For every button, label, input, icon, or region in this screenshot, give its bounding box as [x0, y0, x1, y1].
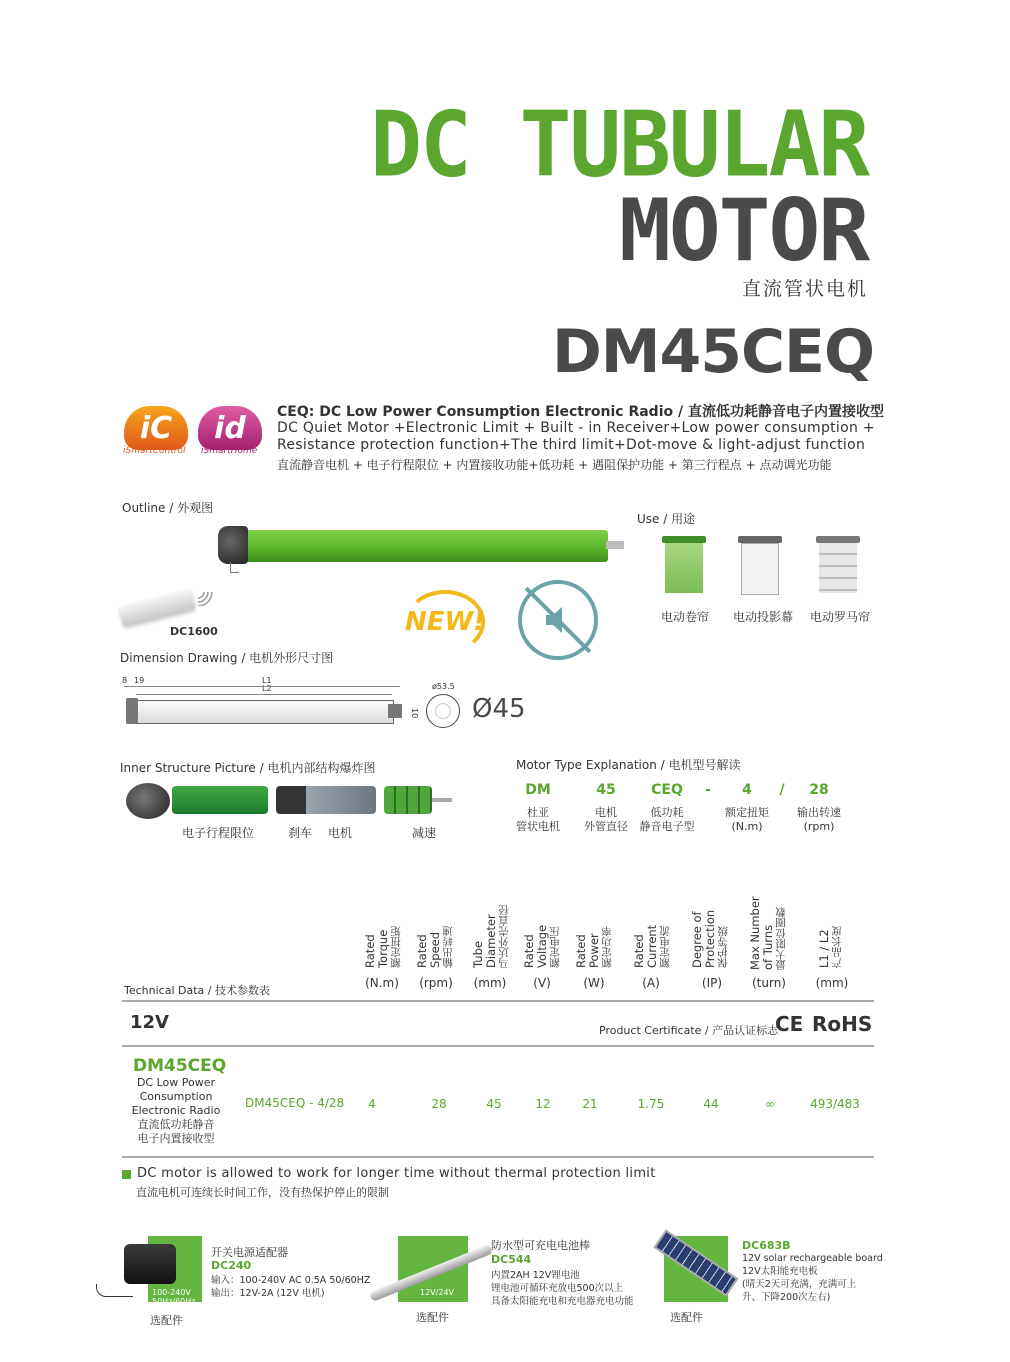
unit-label: (W): [583, 976, 605, 990]
dim-mark: 8: [122, 676, 128, 685]
accessory-title: 开关电源适配器: [211, 1246, 288, 1259]
accessory-title: DC683B: [742, 1239, 791, 1252]
column-header: Rated Torque 额定扭矩: [363, 926, 402, 968]
type-code: DM: [525, 782, 551, 798]
type-caption: 低功耗 静音电子型: [639, 806, 695, 833]
note-english: DC motor is allowed to work for longer time without thermal protection limit: [137, 1166, 656, 1181]
part-label: 刹车: [288, 826, 313, 840]
adapter-image-label: 100-240V 50Hz/60Hz: [152, 1288, 196, 1306]
roller-blind-image: [662, 536, 706, 598]
type-code: 4: [742, 782, 752, 798]
use-label: Use / 用途: [637, 512, 696, 526]
part-label: 减速: [412, 826, 437, 840]
rohs-mark: RoHS: [812, 1012, 873, 1036]
motor-cable: [230, 562, 239, 573]
limit-board-image: [172, 786, 268, 814]
accessory-title: 防水型可充电电池棒: [491, 1239, 590, 1252]
adapter-cable: [96, 1284, 133, 1297]
table-cell: 21: [582, 1097, 598, 1111]
column-header: Degree of Protection 保护等级: [690, 909, 729, 968]
remote-control-image: [119, 589, 196, 626]
dimension-drawing: [122, 676, 402, 726]
remote-model: DC1600: [170, 625, 218, 638]
type-code: CEQ: [651, 782, 683, 798]
column-header: Rated Speed 输出转速: [415, 926, 454, 968]
type-explanation-label: Motor Type Explanation / 电机型号解读: [516, 758, 741, 772]
table-rule: [122, 1156, 874, 1158]
column-header: Rated Power 额定功率: [574, 926, 613, 968]
use-item: 电动罗马帘: [810, 610, 871, 624]
table-cell: 45: [486, 1097, 502, 1111]
type-caption: 电机 外管直径: [584, 806, 628, 833]
roman-blind-image: [816, 536, 860, 598]
dim-mark: 19: [134, 676, 145, 685]
adapter-image: [124, 1244, 176, 1284]
feature-line-2: Resistance protection function+The third limit+Dot-move & light-adjust function: [277, 437, 866, 453]
row-model-code: DM45CEQ - 4/28: [245, 1096, 345, 1110]
diameter-label: Ø45: [472, 694, 526, 724]
part-label: 电子行程限位: [182, 826, 255, 840]
column-header: L1 / L2 产品长度: [817, 926, 843, 968]
tech-data-label: Technical Data / 技术参数表: [124, 984, 270, 997]
feature-chinese: 直流静音电机 + 电子行程限位 + 内置接收功能+低功耗 + 遇阻保护功能 + 第三行程点 + 点动调光功能: [277, 458, 832, 472]
certificate-label: Product Certificate / 产品认证标志: [599, 1024, 779, 1037]
type-caption: 杜亚 管状电机: [516, 806, 560, 833]
title-line-1: DC TUBULAR: [370, 92, 868, 198]
accessory-code: DC240: [211, 1259, 252, 1272]
output-shaft: [432, 798, 452, 802]
speaker-icon: [538, 600, 578, 640]
table-cell: 1.75: [637, 1097, 665, 1111]
logo-caption: iSmartHome: [201, 446, 258, 456]
accessory-spec: 内置2AH 12V锂电池 锂电池可循环充放电500次以上 具备太阳能充电和充电器充电功能: [491, 1270, 634, 1307]
outline-label: Outline / 外观图: [122, 501, 214, 515]
title-chinese: 直流管状电机: [741, 278, 868, 300]
logo-mark: iC: [139, 410, 173, 446]
logo-caption: iSmartControl: [123, 446, 186, 456]
inner-structure-label: Inner Structure Picture / 电机内部结构爆炸图: [120, 761, 376, 775]
type-code: 45: [596, 782, 616, 798]
row-model-name: DM45CEQ: [133, 1056, 227, 1076]
projection-screen-image: [738, 536, 782, 598]
table-cell: 493/483: [810, 1097, 860, 1111]
accessory-spec: 12V solar rechargeable board 12V太阳能充电板 (晴天2天可充满，充满可上 升、下降200次左右): [742, 1253, 883, 1303]
accessory-caption: 选配件: [150, 1314, 183, 1327]
column-header: Tube Diameter 马达外壳直径: [471, 905, 510, 968]
type-caption: 输出转速 (rpm): [797, 806, 841, 833]
dim-mark: L1: [262, 676, 272, 685]
motor-image: [242, 530, 608, 562]
unit-label: (turn): [751, 976, 786, 990]
dim-mark: L2: [262, 684, 272, 693]
table-cell: 44: [703, 1097, 719, 1111]
motor-end-cap-image: [126, 783, 170, 819]
accessory-spec: 输入：100-240V AC 0.5A 50/60HZ 输出：12V-2A (12V 电机): [211, 1275, 371, 1299]
title-line-2: MOTOR: [619, 181, 868, 281]
bullet-square-icon: [122, 1170, 131, 1179]
mute-icon: [518, 580, 598, 660]
dim-mark: ø53.5: [432, 682, 455, 691]
unit-label: (rpm): [419, 976, 453, 990]
gearbox-image: [384, 786, 432, 814]
table-cell: 4: [368, 1097, 376, 1111]
type-separator: -: [705, 782, 711, 798]
type-separator: /: [779, 782, 785, 798]
row-description: DC Low Power Consumption Electronic Radio 直流低功耗静音 电子内置接收型: [131, 1076, 221, 1145]
column-header: Rated Voltage 额定电压: [522, 924, 561, 968]
new-badge: NEW!: [405, 590, 485, 654]
unit-label: (IP): [701, 976, 723, 990]
battery-image-label: 12V/24V: [420, 1288, 454, 1297]
motor-head: [218, 526, 248, 564]
type-caption: 额定扭矩 (N.m): [725, 806, 769, 833]
ismarthome-logo: [198, 406, 262, 450]
dim-mark: 10: [410, 708, 419, 719]
end-view-drawing: [412, 682, 456, 730]
note-chinese: 直流电机可连续长时间工作，没有热保护停止的限制: [136, 1186, 389, 1199]
voltage-group: 12V: [130, 1012, 169, 1033]
accessory-caption: 选配件: [416, 1311, 449, 1324]
part-label: 电机: [328, 826, 353, 840]
motor-shaft: [606, 541, 624, 549]
unit-label: (V): [533, 976, 551, 990]
table-rule: [122, 1000, 874, 1002]
feature-line-1: DC Quiet Motor +Electronic Limit + Built - in Receiver+Low power consumption +: [277, 420, 875, 436]
feature-headline: CEQ: DC Low Power Consumption Electronic Radio / 直流低功耗静音电子内置接收型: [277, 404, 884, 420]
ce-mark: CE: [775, 1012, 804, 1036]
accessory-code: DC544: [491, 1253, 532, 1266]
model-number: DM45CEQ: [551, 317, 874, 387]
type-code: 28: [809, 782, 829, 798]
table-cell: ∞: [765, 1097, 775, 1111]
unit-label: (N.m): [365, 976, 399, 990]
table-cell: 28: [431, 1097, 447, 1111]
use-item: 电动卷帘: [661, 610, 710, 624]
column-header: Rated Current 额定电流: [632, 924, 671, 968]
logo-mark: id: [214, 410, 246, 446]
unit-label: (mm): [473, 976, 507, 990]
ismartcontrol-logo: [124, 406, 188, 450]
table-cell: 12: [535, 1097, 551, 1111]
unit-label: (A): [642, 976, 660, 990]
use-item: 电动投影幕: [733, 610, 794, 624]
brake-motor-image: [276, 786, 376, 814]
signal-waves-icon: [194, 580, 218, 606]
dimension-label: Dimension Drawing / 电机外形尺寸图: [120, 651, 334, 665]
unit-label: (mm): [815, 976, 849, 990]
accessory-caption: 选配件: [670, 1311, 703, 1324]
column-header: Max Number of Turns 最大限位圈数: [748, 896, 787, 970]
table-rule: [122, 1045, 874, 1047]
